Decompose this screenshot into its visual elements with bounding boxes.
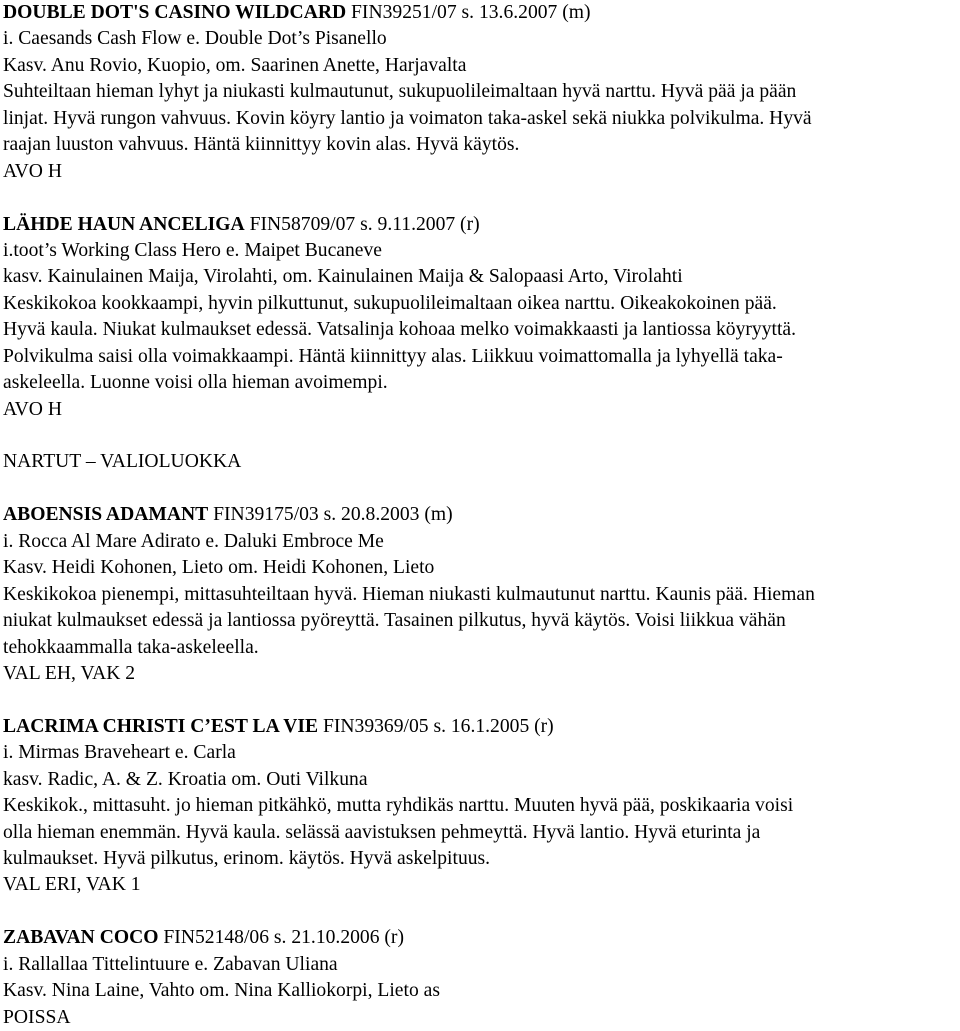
spacer [3,423,958,449]
spacer [3,476,958,502]
entry-line: Keskikokoa pienempi, mittasuhteiltaan hyvä. Hieman niukasti kulmautunut narttu. Kaunis pää. Hieman [3,583,815,605]
dog-entry [3,714,958,899]
dog-registration: FIN39175/03 s. 20.8.2003 (m) [208,504,453,526]
entry-line: kasv. Radic, A. & Z. Kroatia om. Outi Vilkuna [3,768,368,790]
entry-line: raajan luuston vahvuus. Häntä kiinnittyy kovin alas. Hyvä käytös. [3,134,520,156]
entry-header [3,714,958,740]
entry-header [3,502,958,528]
entry-result: AVO H [3,160,62,182]
spacer [3,899,958,925]
dog-entry [3,212,958,424]
entry-line: kasv. Kainulainen Maija, Virolahti, om. Kainulainen Maija & Salopaasi Arto, Virolahti [3,266,683,288]
section-heading: NARTUT – VALIOLUOKKA [3,451,242,473]
dog-entry [3,925,958,1031]
dog-name: ZABAVAN COCO [3,927,159,949]
entry-line: Kasv. Heidi Kohonen, Lieto om. Heidi Kohonen, Lieto [3,557,435,579]
dog-registration: FIN39369/05 s. 16.1.2005 (r) [318,715,554,737]
entry-line: olla hieman enemmän. Hyvä kaula. selässä aavistuksen pehmeyttä. Hyvä lantio. Hyvä eturinta ja [3,821,761,843]
entry-line: Polvikulma saisi olla voimakkaampi. Häntä kiinnittyy alas. Liikkuu voimattomalla ja lyhyellä taka- [3,345,783,367]
dog-registration: FIN39251/07 s. 13.6.2007 (m) [346,2,591,23]
entry-result: VAL EH, VAK 2 [3,662,136,684]
entry-line: Keskikokoa kookkaampi, hyvin pilkuttunut, sukupuolileimaltaan oikea narttu. Oikeakokoinen pää. [3,292,777,314]
document-page [3,0,958,1031]
dog-name: ABOENSIS ADAMANT [3,504,209,526]
entry-line: askeleella. Luonne voisi olla hieman avoimempi. [3,372,388,394]
entry-result: AVO H [3,398,62,420]
entry-line: i. Rocca Al Mare Adirato e. Daluki Embroce Me [3,530,384,552]
dog-name: LÄHDE HAUN ANCELIGA [3,213,245,235]
dog-name: LACRIMA CHRISTI C’EST LA VIE [3,715,319,737]
dog-entry [3,502,958,687]
dog-registration: FIN52148/06 s. 21.10.2006 (r) [158,927,404,949]
entry-line: Hyvä kaula. Niukat kulmaukset edessä. Vatsalinja kohoaa melko voimakkaasti ja lantiossa köyryyttä. [3,319,796,341]
entry-line: linjat. Hyvä rungon vahvuus. Kovin köyry lantio ja voimaton taka-askel sekä niukka polvikulma. Hyvä [3,107,812,129]
entry-line: Kasv. Nina Laine, Vahto om. Nina Kalliokorpi, Lieto as [3,980,440,1002]
entry-line: niukat kulmaukset edessä ja lantiossa pyöreyttä. Tasainen pilkutus, hyvä käytös. Voisi liikkua vähän [3,610,786,632]
entry-line: kulmaukset. Hyvä pilkutus, erinom. käytös. Hyvä askelpituus. [3,848,491,869]
dog-name: DOUBLE DOT'S CASINO WILDCARD [3,2,347,23]
entry-line: Suhteiltaan hieman lyhyt ja niukasti kulmautunut, sukupuolileimaltaan hyvä narttu. Hyvä pää ja pään [3,81,797,103]
dog-registration: FIN58709/07 s. 9.11.2007 (r) [244,213,480,235]
entry-line: i.toot’s Working Class Hero e. Maipet Bucaneve [3,239,382,261]
entry-header [3,0,958,26]
spacer [3,185,958,211]
entry-line: Kasv. Anu Rovio, Kuopio, om. Saarinen Anette, Harjavalta [3,54,467,76]
entry-result: VAL ERI, VAK 1 [3,874,141,896]
entry-line: Keskikok., mittasuht. jo hieman pitkähkö, mutta ryhdikäs narttu. Muuten hyvä pää, poskikaaria voisi [3,795,794,817]
entry-line: i. Caesands Cash Flow e. Double Dot’s Pisanello [3,28,387,50]
entry-header [3,925,958,951]
entry-line: tehokkaammalla taka-askeleella. [3,636,259,658]
spacer [3,687,958,713]
entry-header [3,212,958,238]
entry-line: i. Rallallaa Tittelintuure e. Zabavan Uliana [3,953,338,975]
entry-result: POISSA [3,1006,71,1028]
dog-entry [3,0,958,185]
entry-line: i. Mirmas Braveheart e. Carla [3,742,236,764]
